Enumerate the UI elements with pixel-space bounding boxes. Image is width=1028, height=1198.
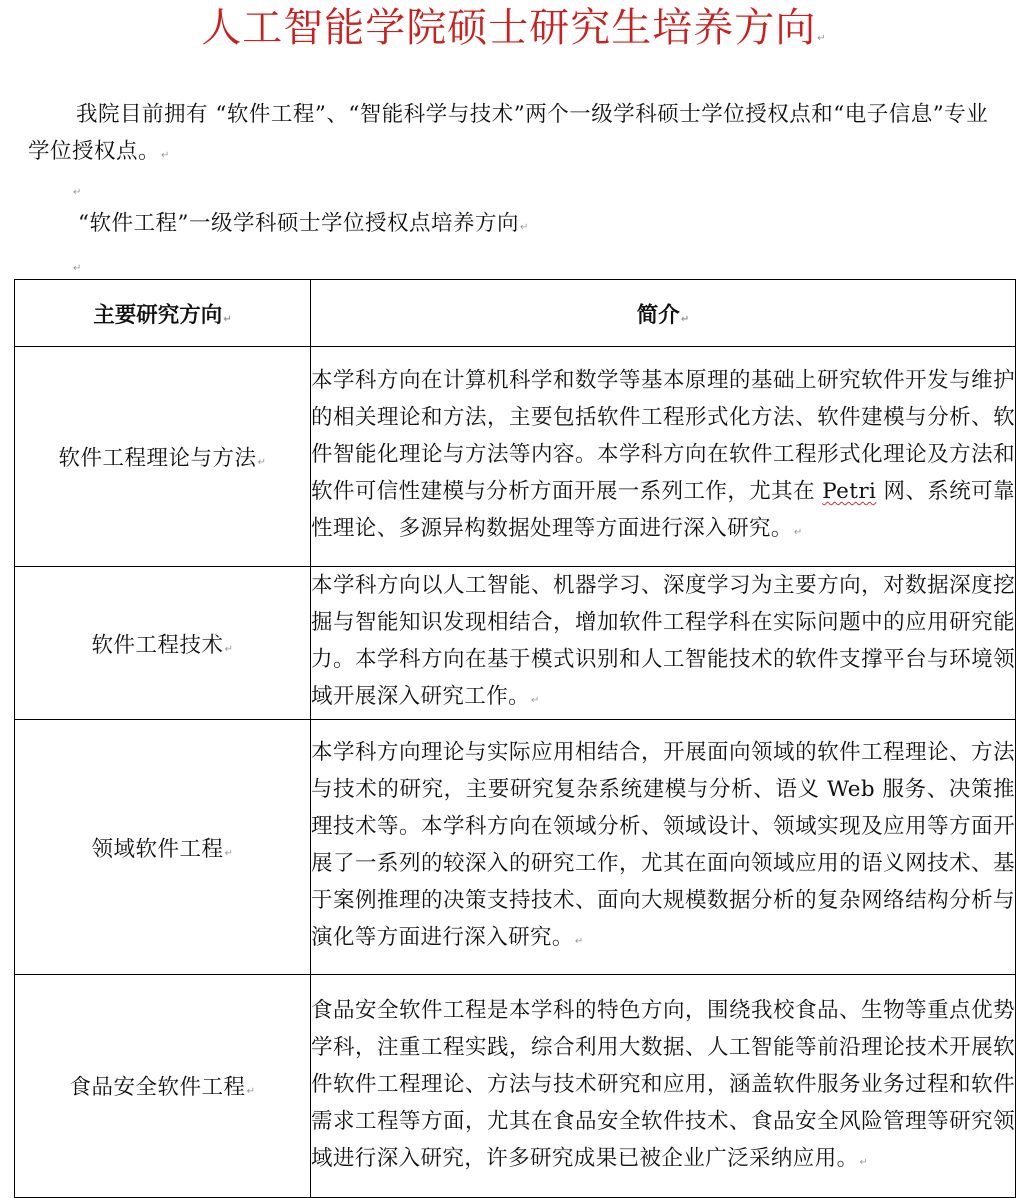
paragraph-mark-icon: ↵	[224, 643, 234, 655]
empty-paragraph	[72, 256, 81, 275]
description-cell	[311, 347, 1016, 567]
document-title-text: 人工智能学院硕士研究生培养方向	[201, 5, 817, 51]
research-directions-table	[14, 279, 1016, 1198]
description-cell	[311, 567, 1016, 720]
paragraph-mark-icon: ↵	[73, 263, 82, 274]
section-subtitle	[78, 205, 529, 246]
direction-text: 食品安全软件工程	[69, 1075, 246, 1100]
direction-cell	[15, 567, 311, 720]
description-text: 网、系统可靠性理论、多源异构数据处理等方面进行深入研究。	[311, 479, 1015, 541]
direction-text: 软件工程技术	[91, 632, 224, 658]
spellcheck-flagged-word[interactable]: Petri	[822, 479, 877, 504]
section-subtitle-text: “软件工程”一级学科硕士学位授权点培养方向	[78, 211, 519, 236]
header-description	[311, 280, 1016, 347]
paragraph-mark-icon: ↵	[793, 527, 803, 538]
intro-paragraph	[28, 96, 1008, 174]
description-text: 本学科方向理论与实际应用相结合，开展面向领域的软件工程理论、方法与技术的研究，主要研究复杂系统建模与分析、语义 Web 服务、决策推理技术等。本学科方向在领域分析、领域设计、领域实现及应用等方面开展了一系列的较深入的研究工作，尤其在面向领域应用的语义网技术、基于案例推理的决策支持技术、面向大规模数据分析的复杂网络结构分析与演化等方面进行深入研究。	[311, 740, 1015, 950]
paragraph-mark-icon: ↵	[520, 222, 529, 233]
table-row	[15, 975, 1016, 1198]
intro-paragraph-text: 我院目前拥有 “软件工程”、“智能科学与技术”两个一级学科硕士学位授权点和“电子信息”专业学位授权点。	[28, 102, 989, 164]
direction-cell	[15, 720, 311, 975]
paragraph-mark-icon: ↵	[817, 33, 827, 44]
paragraph-mark-icon: ↵	[257, 457, 267, 468]
header-direction	[15, 280, 311, 347]
description-text: 本学科方向以人工智能、机器学习、深度学习为主要方向，对数据深度挖掘与智能知识发现相结合，增加软件工程学科在实际问题中的应用研究能力。本学科方向在基于模式识别和人工智能技术的软件支撑平台与环境领域开展深入研究工作。	[311, 573, 1015, 709]
paragraph-mark-icon: ↵	[531, 695, 540, 706]
table-row	[15, 567, 1016, 720]
table-row	[15, 720, 1016, 975]
description-text: 本学科方向在计算机科学和数学等基本原理的基础上研究软件开发与维护的相关理论和方法，主要包括软件工程形式化方法、软件建模与分析、软件智能化理论与方法等内容。本学科方向在软件工程形式化理论及方法和软件可信性建模与分析方面开展一系列工作，尤其在	[311, 368, 1015, 504]
paragraph-mark-icon: ↵	[680, 313, 690, 325]
paragraph-mark-icon: ↵	[224, 847, 234, 859]
paragraph-mark-icon: ↵	[223, 313, 232, 325]
direction-cell	[15, 975, 311, 1198]
paragraph-mark-icon: ↵	[161, 150, 170, 161]
paragraph-mark-icon: ↵	[859, 1156, 869, 1168]
description-cell	[311, 720, 1016, 975]
direction-text: 软件工程理论与方法	[58, 446, 257, 471]
direction-cell	[15, 347, 311, 567]
paragraph-mark-icon: ↵	[246, 1086, 256, 1097]
direction-text: 领域软件工程	[91, 836, 224, 862]
empty-paragraph	[72, 180, 81, 199]
table-header-row	[15, 280, 1016, 347]
paragraph-mark-icon: ↵	[73, 187, 82, 198]
header-description-text: 简介	[636, 302, 680, 328]
description-cell	[311, 975, 1016, 1198]
header-direction-text: 主要研究方向	[93, 302, 223, 328]
description-text: 食品安全软件工程是本学科的特色方向，围绕我校食品、生物等重点优势学科，注重工程实践，综合利用大数据、人工智能等前沿理论技术开展软件软件工程理论、方法与技术研究和应用，涵盖软件服务业务过程和软件需求工程等方面，尤其在食品安全软件技术、食品安全风险管理等研究领域进行深入研究，许多研究成果已被企业广泛采纳应用。	[311, 997, 1015, 1171]
paragraph-mark-icon: ↵	[574, 936, 584, 947]
document-title	[0, 2, 1028, 65]
table-row	[15, 347, 1016, 567]
